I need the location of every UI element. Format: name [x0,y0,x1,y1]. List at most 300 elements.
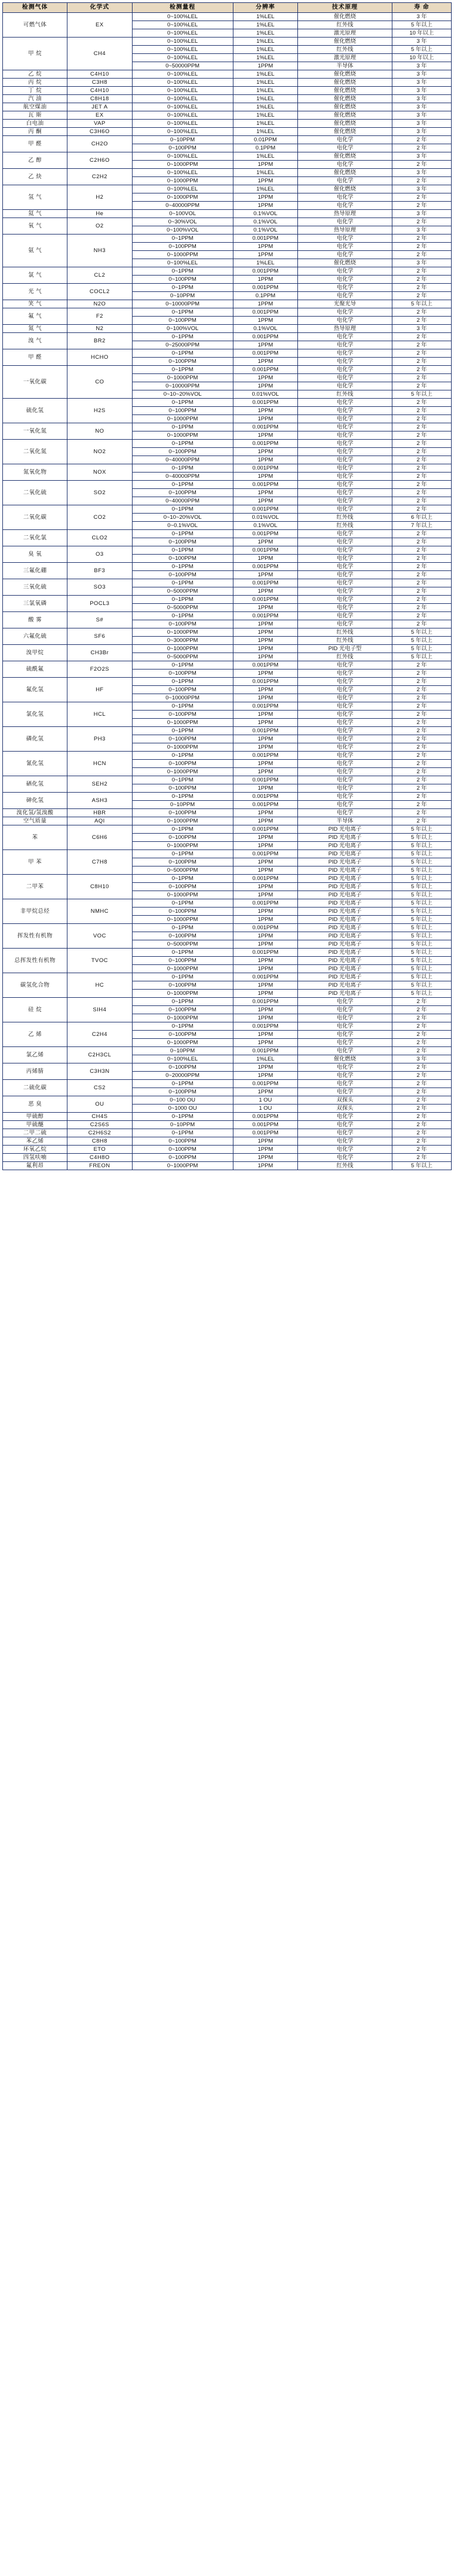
lifetime-cell: 2 年 [392,793,451,801]
formula-cell: C2S6S [67,1121,132,1129]
resolution-cell: 0.001PPM [233,612,297,620]
technology-cell: 电化学 [298,661,392,670]
gas-name-cell: 氰化氢 [3,752,67,776]
resolution-cell: 1PPM [233,177,297,185]
technology-cell: PID 光电离子 [298,883,392,891]
gas-name-cell: 三氯氧磷 [3,596,67,612]
formula-cell: C8H10 [67,875,132,899]
range-cell: 0~1000PPM [132,374,233,382]
lifetime-cell: 2 年 [392,1072,451,1080]
gas-name-cell: 二甲苯 [3,875,67,899]
formula-cell: CH3Br [67,645,132,661]
resolution-cell: 1PPM [233,735,297,743]
range-cell: 0~10PPM [132,292,233,300]
resolution-cell: 1%LEL [233,29,297,38]
formula-cell: COCL2 [67,284,132,300]
lifetime-cell: 2 年 [392,489,451,497]
table-row [3,103,452,111]
technology-cell: 电化学 [298,308,392,317]
lifetime-cell: 2 年 [392,735,451,743]
lifetime-cell: 2 年 [392,473,451,481]
lifetime-cell: 2 年 [392,505,451,514]
resolution-cell: 1PPM [233,1063,297,1072]
range-cell: 0~40000PPM [132,456,233,464]
technology-cell: 催化燃烧 [298,169,392,177]
technology-cell: PID 光电离子 [298,866,392,875]
table-row [3,128,452,136]
gas-name-cell: 硒化氢 [3,776,67,793]
lifetime-cell: 2 年 [392,678,451,686]
resolution-cell: 0.001PPM [233,1080,297,1088]
technology-cell: 电化学 [298,793,392,801]
technology-cell: 电化学 [298,366,392,374]
resolution-cell: 1PPM [233,628,297,637]
resolution-cell: 1PPM [233,497,297,505]
lifetime-cell: 2 年 [392,423,451,431]
gas-name-cell: 溴 气 [3,333,67,349]
resolution-cell: 0.001PPM [233,776,297,784]
technology-cell: 催化燃烧 [298,38,392,46]
gas-name-cell: 航空煤油 [3,103,67,111]
resolution-cell: 0.01%VOL [233,390,297,399]
resolution-cell: 1%LEL [233,120,297,128]
table-row [3,87,452,95]
technology-cell: 电化学 [298,784,392,793]
resolution-cell: 0.01%VOL [233,514,297,522]
formula-cell: SEH2 [67,776,132,793]
technology-cell: 电化学 [298,399,392,407]
resolution-cell: 1PPM [233,62,297,70]
lifetime-cell: 2 年 [392,284,451,292]
lifetime-cell: 2 年 [392,711,451,719]
technology-cell: 热导原理 [298,325,392,333]
range-cell: 0~1PPM [132,235,233,243]
technology-cell: 电化学 [298,596,392,604]
range-cell: 0~1PPM [132,267,233,276]
formula-cell: C4H8O [67,1154,132,1162]
resolution-cell: 0.001PPM [233,973,297,981]
lifetime-cell: 2 年 [392,563,451,571]
range-cell: 0~100PPM [132,243,233,251]
range-cell: 0~100PPM [132,1031,233,1039]
technology-cell: PID 光电离子 [298,891,392,899]
gas-name-cell: 丙 烷 [3,79,67,87]
technology-cell: 电化学 [298,776,392,784]
lifetime-cell: 10 年以上 [392,29,451,38]
range-cell: 0~1PPM [132,850,233,858]
gas-name-cell: 砷化氢 [3,793,67,809]
gas-name-cell: 总挥发性有机物 [3,949,67,973]
technology-cell: 电化学 [298,1006,392,1014]
gas-name-cell: 二硫化碳 [3,1080,67,1096]
technology-cell: 电化学 [298,292,392,300]
range-cell: 0~100PPM [132,276,233,284]
lifetime-cell: 2 年 [392,464,451,473]
resolution-cell: 1PPM [233,161,297,169]
lifetime-cell: 5 年以上 [392,390,451,399]
formula-cell: JET A [67,103,132,111]
formula-cell: HCN [67,752,132,776]
range-cell: 0~1PPM [132,776,233,784]
range-cell: 0~100PPM [132,834,233,842]
table-row [3,333,452,341]
formula-cell: HC [67,973,132,998]
lifetime-cell: 2 年 [392,1146,451,1154]
gas-name-cell: 三氧化硫 [3,579,67,596]
gas-name-cell: 二氧化氮 [3,440,67,464]
gas-name-cell: 氢 气 [3,185,67,210]
range-cell: 0~100PPM [132,1146,233,1154]
lifetime-cell: 5 年以上 [392,940,451,949]
technology-cell: 电化学 [298,1137,392,1146]
technology-cell: 电化学 [298,719,392,727]
table-row [3,366,452,374]
resolution-cell: 1PPM [233,341,297,349]
gas-name-cell: 空气质量 [3,817,67,825]
range-cell: 0~1PPM [132,949,233,957]
table-row [3,308,452,317]
resolution-cell: 1PPM [233,637,297,645]
resolution-cell: 1PPM [233,587,297,596]
technology-cell: 电化学 [298,1063,392,1072]
technology-cell: 电化学 [298,612,392,620]
table-row [3,423,452,431]
gas-name-cell: 氯化氢 [3,702,67,727]
lifetime-cell: 2 年 [392,604,451,612]
resolution-cell: 0.001PPM [233,1113,297,1121]
lifetime-cell: 2 年 [392,661,451,670]
lifetime-cell: 5 年以上 [392,949,451,957]
range-cell: 0~100%LEL [132,87,233,95]
resolution-cell: 1PPM [233,538,297,546]
table-row [3,1137,452,1146]
technology-cell: 激光原理 [298,29,392,38]
resolution-cell: 1%LEL [233,54,297,62]
resolution-cell: 1PPM [233,1088,297,1096]
lifetime-cell: 2 年 [392,497,451,505]
resolution-cell: 1PPM [233,251,297,259]
lifetime-cell: 5 年以上 [392,653,451,661]
technology-cell: 电化学 [298,333,392,341]
range-cell: 0~40000PPM [132,497,233,505]
formula-cell: HF [67,678,132,702]
resolution-cell: 0.1PPM [233,292,297,300]
range-cell: 0~100PPM [132,957,233,965]
formula-cell: NOX [67,464,132,481]
technology-cell: 红外线 [298,522,392,530]
lifetime-cell: 5 年以上 [392,957,451,965]
lifetime-cell: 5 年以上 [392,981,451,990]
technology-cell: 电化学 [298,431,392,440]
formula-cell: AQI [67,817,132,825]
technology-cell: PID 光电子型 [298,645,392,653]
table-row [3,809,452,817]
technology-cell: 电化学 [298,571,392,579]
resolution-cell: 1PPM [233,981,297,990]
range-cell: 0~1PPM [132,1129,233,1137]
lifetime-cell: 5 年以上 [392,990,451,998]
resolution-cell: 0.001PPM [233,998,297,1006]
range-cell: 0~1PPM [132,661,233,670]
lifetime-cell: 2 年 [392,276,451,284]
range-cell: 0~100PPM [132,538,233,546]
gas-name-cell: 甲硫醚 [3,1121,67,1129]
lifetime-cell: 3 年 [392,38,451,46]
gas-name-cell: 瓦 斯 [3,111,67,120]
table-row [3,185,452,193]
lifetime-cell: 3 年 [392,62,451,70]
resolution-cell: 1PPM [233,1031,297,1039]
range-cell: 0~10~20%VOL [132,514,233,522]
resolution-cell: 0.001PPM [233,235,297,243]
table-row [3,661,452,670]
formula-cell: SIH4 [67,998,132,1022]
range-cell: 0~100PPM [132,1088,233,1096]
table-row [3,949,452,957]
gas-name-cell: 氟化氢 [3,678,67,702]
gas-name-cell: 苯 [3,825,67,850]
formula-cell: POCL3 [67,596,132,612]
range-cell: 0~100PPM [132,1137,233,1146]
lifetime-cell: 5 年以上 [392,825,451,834]
table-row [3,120,452,128]
lifetime-cell: 2 年 [392,538,451,546]
resolution-cell: 1PPM [233,932,297,940]
lifetime-cell: 3 年 [392,226,451,235]
gas-name-cell: 乙 醇 [3,152,67,169]
range-cell: 0~40000PPM [132,202,233,210]
range-cell: 0~0.1%VOL [132,522,233,530]
resolution-cell: 0.001PPM [233,399,297,407]
resolution-cell: 1PPM [233,743,297,752]
range-cell: 0~5000PPM [132,587,233,596]
table-row [3,399,452,407]
header-resolution: 分辨率 [233,3,297,13]
technology-cell: 热导原理 [298,226,392,235]
resolution-cell: 1%LEL [233,128,297,136]
table-row [3,1113,452,1121]
lifetime-cell: 2 年 [392,267,451,276]
table-row [3,1146,452,1154]
range-cell: 0~100PPM [132,317,233,325]
resolution-cell: 1PPM [233,1162,297,1170]
resolution-cell: 0.001PPM [233,678,297,686]
lifetime-cell: 2 年 [392,1105,451,1113]
resolution-cell: 0.001PPM [233,924,297,932]
table-row [3,1129,452,1137]
resolution-cell: 0.001PPM [233,949,297,957]
technology-cell: PID 光电离子 [298,990,392,998]
resolution-cell: 0.001PPM [233,702,297,711]
table-row [3,899,452,908]
range-cell: 0~100PPM [132,144,233,152]
gas-name-cell: 硫酰氟 [3,661,67,678]
resolution-cell: 1PPM [233,620,297,628]
lifetime-cell: 5 年以上 [392,628,451,637]
technology-cell: 红外线 [298,653,392,661]
lifetime-cell: 2 年 [392,612,451,620]
lifetime-cell: 5 年以上 [392,866,451,875]
lifetime-cell: 2 年 [392,481,451,489]
formula-cell: CH4S [67,1113,132,1121]
range-cell: 0~30%VOL [132,218,233,226]
lifetime-cell: 3 年 [392,13,451,21]
formula-cell: C3H6O [67,128,132,136]
resolution-cell: 0.1%VOL [233,218,297,226]
technology-cell: 双探头 [298,1105,392,1113]
range-cell: 0~100%LEL [132,103,233,111]
formula-cell: S# [67,612,132,628]
table-row [3,505,452,514]
lifetime-cell: 2 年 [392,1121,451,1129]
gas-name-cell: 一氧化碳 [3,366,67,399]
technology-cell: 电化学 [298,1113,392,1121]
technology-cell: PID 光电离子 [298,940,392,949]
lifetime-cell: 2 年 [392,374,451,382]
table-row [3,752,452,760]
technology-cell: PID 光电离子 [298,850,392,858]
range-cell: 0~50000PPM [132,62,233,70]
resolution-cell: 1PPM [233,866,297,875]
technology-cell: 催化燃烧 [298,70,392,79]
gas-name-cell: 氯 气 [3,267,67,284]
range-cell: 0~1000PPM [132,916,233,924]
formula-cell: SO2 [67,481,132,505]
table-header-row [3,3,452,13]
resolution-cell: 1PPM [233,1072,297,1080]
lifetime-cell: 2 年 [392,809,451,817]
table-row [3,111,452,120]
lifetime-cell: 2 年 [392,743,451,752]
lifetime-cell: 2 年 [392,768,451,776]
table-row [3,218,452,226]
lifetime-cell: 5 年以上 [392,965,451,973]
gas-name-cell: 二氧化碳 [3,505,67,530]
lifetime-cell: 2 年 [392,177,451,185]
resolution-cell: 0.1%VOL [233,522,297,530]
lifetime-cell: 5 年以上 [392,908,451,916]
table-row [3,678,452,686]
gas-name-cell: 环氧乙烷 [3,1146,67,1154]
table-row [3,973,452,981]
resolution-cell: 1 OU [233,1105,297,1113]
formula-cell: ETO [67,1146,132,1154]
resolution-cell: 0.1%VOL [233,226,297,235]
technology-cell: 电化学 [298,464,392,473]
table-row [3,875,452,883]
range-cell: 0~10000PPM [132,694,233,702]
resolution-cell: 0.001PPM [233,530,297,538]
resolution-cell: 1%LEL [233,13,297,21]
resolution-cell: 0.001PPM [233,727,297,735]
technology-cell: 电化学 [298,382,392,390]
technology-cell: PID 光电离子 [298,908,392,916]
resolution-cell: 0.001PPM [233,875,297,883]
technology-cell: 电化学 [298,1080,392,1088]
lifetime-cell: 3 年 [392,95,451,103]
technology-cell: PID 光电离子 [298,924,392,932]
technology-cell: 红外线 [298,1162,392,1170]
technology-cell: 电化学 [298,161,392,169]
table-row [3,1063,452,1072]
resolution-cell: 1%LEL [233,46,297,54]
range-cell: 0~1PPM [132,702,233,711]
resolution-cell: 0.001PPM [233,267,297,276]
range-cell: 0~100PPM [132,555,233,563]
technology-cell: 电化学 [298,1039,392,1047]
technology-cell: PID 光电离子 [298,842,392,850]
table-row [3,645,452,653]
technology-cell: 红外线 [298,21,392,29]
technology-cell: 电化学 [298,579,392,587]
resolution-cell: 1PPM [233,243,297,251]
lifetime-cell: 3 年 [392,259,451,267]
header-lifetime: 寿 命 [392,3,451,13]
formula-cell: OU [67,1096,132,1113]
resolution-cell: 1%LEL [233,95,297,103]
technology-cell: 电化学 [298,473,392,481]
gas-name-cell: 丁 烷 [3,87,67,95]
resolution-cell: 1PPM [233,711,297,719]
formula-cell: F2O2S [67,661,132,678]
range-cell: 0~25000PPM [132,341,233,349]
header-range: 检测量程 [132,3,233,13]
lifetime-cell: 5 年以上 [392,637,451,645]
technology-cell: 电化学 [298,801,392,809]
range-cell: 0~1000PPM [132,891,233,899]
gas-name-cell: 酸 雾 [3,612,67,628]
resolution-cell: 0.001PPM [233,752,297,760]
table-row [3,169,452,177]
table-row [3,38,452,46]
technology-cell: 催化燃烧 [298,87,392,95]
table-row [3,596,452,604]
lifetime-cell: 3 年 [392,325,451,333]
formula-cell: EX [67,13,132,38]
range-cell: 0~100PPM [132,448,233,456]
technology-cell: 电化学 [298,407,392,415]
technology-cell: 电化学 [298,604,392,612]
formula-cell: TVOC [67,949,132,973]
table-row [3,349,452,358]
range-cell: 0~1PPM [132,579,233,587]
gas-name-cell: 光 气 [3,284,67,300]
lifetime-cell: 2 年 [392,136,451,144]
resolution-cell: 1PPM [233,604,297,612]
resolution-cell: 1PPM [233,1154,297,1162]
resolution-cell: 0.001PPM [233,1022,297,1031]
technology-cell: 电化学 [298,702,392,711]
resolution-cell: 1PPM [233,760,297,768]
range-cell: 0~1000PPM [132,719,233,727]
formula-cell: FREON [67,1162,132,1170]
lifetime-cell: 2 年 [392,1047,451,1055]
lifetime-cell: 2 年 [392,620,451,628]
resolution-cell: 1PPM [233,1137,297,1146]
range-cell: 0~1PPM [132,563,233,571]
resolution-cell: 0.001PPM [233,793,297,801]
range-cell: 0~100PPM [132,932,233,940]
resolution-cell: 1PPM [233,653,297,661]
range-cell: 0~100%LEL [132,128,233,136]
formula-cell: PH3 [67,727,132,752]
lifetime-cell: 3 年 [392,111,451,120]
range-cell: 0~5000PPM [132,653,233,661]
range-cell: 0~100%LEL [132,1055,233,1063]
resolution-cell: 1PPM [233,489,297,497]
formula-cell: H2S [67,399,132,423]
resolution-cell: 1PPM [233,431,297,440]
